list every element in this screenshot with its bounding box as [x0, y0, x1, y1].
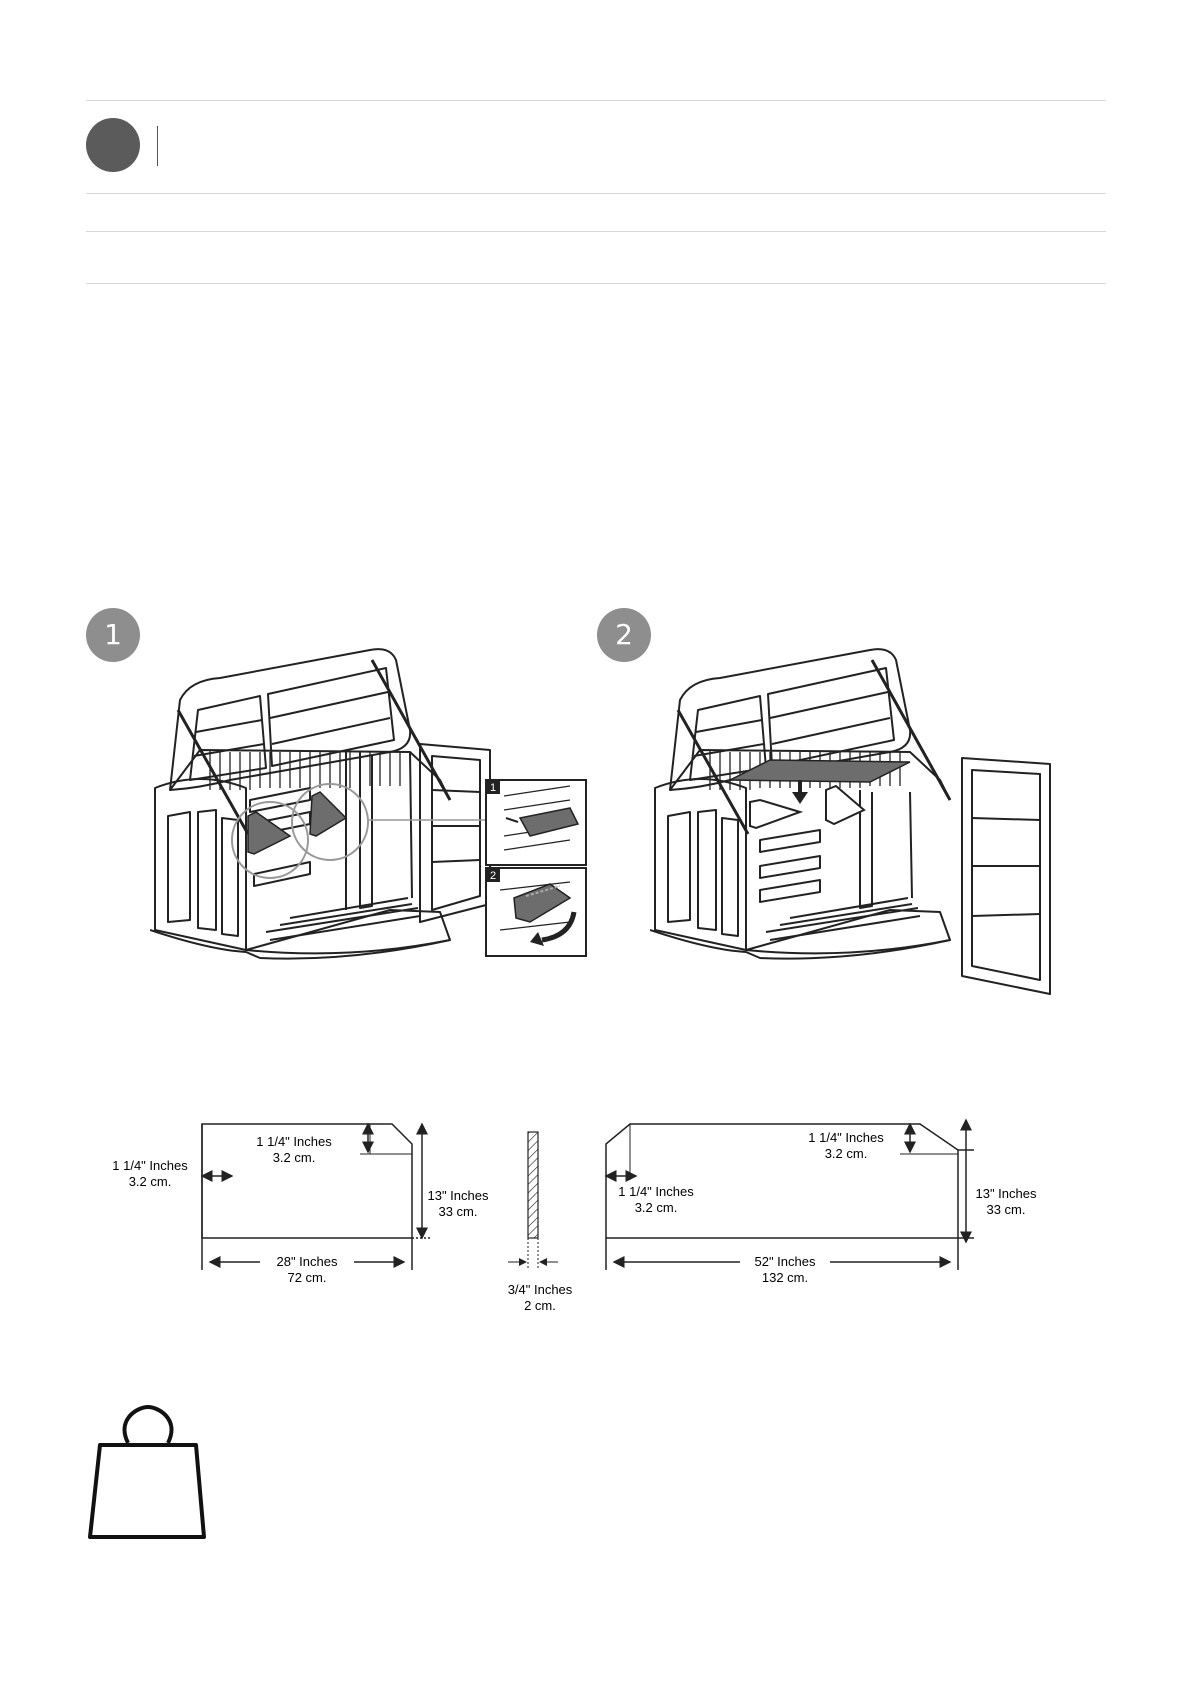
long-panel-top-cut-cm: 3.2 cm.: [824, 1146, 868, 1161]
short-panel-top-cut-in: 1 1/4" Inches: [256, 1134, 332, 1149]
header-rule-3: [86, 231, 1106, 232]
long-panel-height-cm: 33 cm.: [986, 1202, 1026, 1217]
long-panel-width-in: 52" Inches: [754, 1254, 816, 1269]
dimension-diagram: [110, 1110, 1060, 1340]
short-panel-width-in: 28" Inches: [276, 1254, 338, 1269]
header-rule-2: [86, 193, 1106, 194]
figure-2-shed-illustration: [650, 640, 1060, 1040]
header-top-rule: [86, 100, 1106, 101]
long-panel-left-cut-cm: 3.2 cm.: [634, 1200, 678, 1215]
short-panel-top-cut-cm: 3.2 cm.: [272, 1150, 316, 1165]
short-panel-height-cm: 33 cm.: [438, 1204, 478, 1219]
long-panel-left-cut-in: 1 1/4" Inches: [618, 1184, 694, 1199]
thickness-cm: 2 cm.: [524, 1298, 556, 1313]
inset-1-label: 1: [489, 782, 497, 794]
thickness-in: 3/4" Inches: [507, 1282, 573, 1297]
long-panel-width-cm: 132 cm.: [761, 1270, 809, 1285]
figure-number-1: 1: [86, 608, 140, 662]
short-panel-left-cut-cm: 3.2 cm.: [128, 1174, 172, 1189]
figure-1-shed-illustration: [150, 640, 640, 1040]
thickness-drawing: [508, 1132, 558, 1270]
short-panel-width-cm: 72 cm.: [287, 1270, 327, 1285]
long-panel-height-in: 13" Inches: [975, 1186, 1037, 1201]
step-marker-dot: [86, 118, 140, 172]
step-marker-divider: [157, 126, 158, 166]
inset-2-label: 2: [489, 870, 497, 882]
figure-number-2: 2: [597, 608, 651, 662]
short-panel-height-in: 13" Inches: [427, 1188, 489, 1203]
long-panel-top-cut-in: 1 1/4" Inches: [808, 1130, 884, 1145]
weight-icon: [86, 1405, 210, 1541]
header-rule-4: [86, 283, 1106, 284]
short-panel-left-cut-in: 1 1/4" Inches: [112, 1158, 188, 1173]
